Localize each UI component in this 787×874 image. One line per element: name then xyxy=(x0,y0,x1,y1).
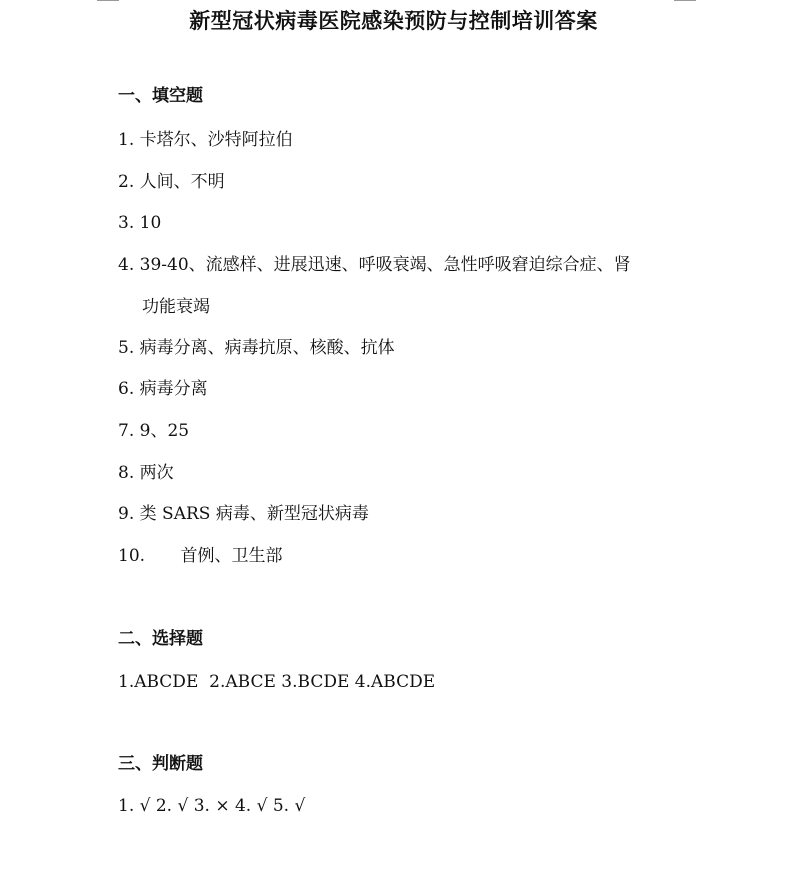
multiple-choice-heading: 二、选择题 xyxy=(118,629,203,649)
answer-text: 病毒分离、病毒抗原、核酸、抗体 xyxy=(139,338,395,358)
answer-number: 3. xyxy=(118,213,135,233)
answer-text: 9、25 xyxy=(139,421,190,441)
answer-number: 10. xyxy=(118,546,146,566)
answer-line-4-continuation: 功能衰竭 xyxy=(142,297,210,317)
answer-text: 首例、卫生部 xyxy=(180,546,283,566)
answer-line-4 xyxy=(118,253,631,277)
answer-number: 8. xyxy=(118,463,135,483)
answer-line-7 xyxy=(118,419,189,443)
answer-number: 5. xyxy=(118,338,135,358)
answer-number: 6. xyxy=(118,379,135,399)
answer-line-3 xyxy=(118,211,161,235)
answer-line-2 xyxy=(118,170,225,194)
answer-line-10 xyxy=(118,544,282,568)
true-false-answers: 1. √ 2. √ 3. × 4. √ 5. √ xyxy=(118,796,306,816)
answer-text: 两次 xyxy=(139,463,174,483)
answer-line-9 xyxy=(118,502,369,526)
answer-line-8 xyxy=(118,461,174,485)
answer-line-6 xyxy=(118,377,208,401)
answer-number: 1. xyxy=(118,130,135,150)
fill-blank-heading: 一、填空题 xyxy=(118,86,203,106)
answer-text: 类 SARS 病毒、新型冠状病毒 xyxy=(139,504,369,524)
answer-line-5 xyxy=(118,336,395,360)
multiple-choice-answers: 1.ABCDE 2.ABCE 3.BCDE 4.ABCDE xyxy=(118,672,436,692)
page-corner-mark-left xyxy=(97,0,119,1)
answer-text: 卡塔尔、沙特阿拉伯 xyxy=(139,130,293,150)
answer-text: 病毒分离 xyxy=(139,379,208,399)
answer-number: 9. xyxy=(118,504,135,524)
true-false-heading: 三、判断题 xyxy=(118,754,203,774)
answer-text: 10 xyxy=(139,213,162,233)
answer-number: 7. xyxy=(118,421,135,441)
answer-line-1 xyxy=(118,128,293,152)
answer-text: 39-40、流感样、进展迅速、呼吸衰竭、急性呼吸窘迫综合症、肾 xyxy=(139,255,631,275)
answer-text: 人间、不明 xyxy=(139,172,225,192)
answer-number: 2. xyxy=(118,172,135,192)
document-title: 新型冠状病毒医院感染预防与控制培训答案 xyxy=(189,8,598,33)
answer-number: 4. xyxy=(118,255,135,275)
page-corner-mark-right xyxy=(674,0,696,1)
